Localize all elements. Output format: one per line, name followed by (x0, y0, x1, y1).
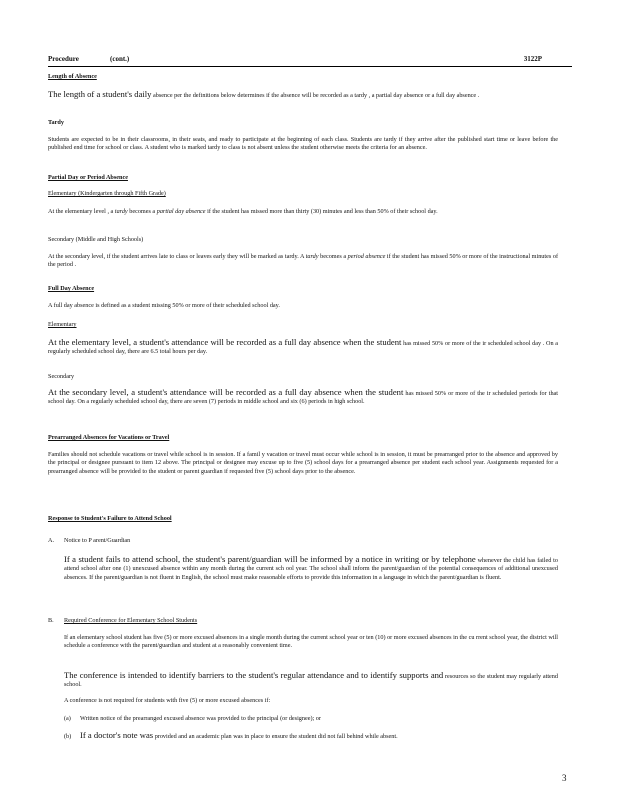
response-b-letter: B. (48, 617, 54, 624)
item-b-label: (b) (64, 733, 72, 740)
full-paragraph: A full day absence is defined as a student missing 50% or more of their scheduled school day. (48, 302, 280, 309)
full-secondary-label: Secondary (48, 373, 75, 380)
full-sec-lead: At the secondary level, a student's attendance will be recorded as a full day absence when the student (48, 387, 404, 397)
item-b-rest: provided and an academic plan was in place to ensure the student did not fall behind while absent. (154, 733, 398, 740)
length-heading: Length of Absence (48, 73, 97, 80)
partial-sec-tardy: tardy (305, 253, 319, 260)
partial-sec-text-a: At the secondary level, if the student arrives late to class or leaves early they will be marked as tardy. A (48, 253, 305, 260)
partial-elem-pda: partial day absence (156, 208, 206, 215)
partial-elementary-paragraph (48, 208, 558, 216)
prearranged-heading: Prearranged Absences for Vacations or Travel (48, 434, 170, 441)
header-title: Procedure (48, 55, 79, 63)
header-subtitle: (cont.) (110, 55, 130, 63)
partial-sec-text-b: becomes a (320, 253, 347, 260)
response-b-rest2: resources so the student may regularly attend school. (64, 673, 558, 689)
response-a-lead: If a student fails to attend school, the student's parent/guardian will be informed by a notice in writing or by telephone (64, 554, 476, 564)
partial-sec-text-c: if the student has missed 50% or more of the instructional minutes of the period . (48, 253, 559, 269)
partial-elem-text-a: At the elementary level , a (48, 208, 114, 215)
tardy-heading: Tardy (48, 119, 64, 126)
response-b-paragraph-2 (64, 671, 558, 690)
full-heading: Full Day Absence (48, 285, 95, 292)
response-b-lead2: The conference is intended to identify barriers to the student's regular attendance and to identify supports and (64, 670, 444, 680)
response-b-paragraph-3: A conference is not required for students with five (5) or more excused absences if: (64, 697, 271, 704)
page-header (48, 52, 572, 67)
full-elem-rest: has missed 50% or more of the ir scheduled school day . On a regularly scheduled school day, there are 6.5 total hours per day. (48, 340, 558, 356)
full-sec-rest: has missed 50% or more of the ir scheduled periods for that school day. On a regularly scheduled school day, there are seven (7) periods in middle school and six (6) periods in high school. (48, 390, 558, 406)
header-code: 3122P (523, 55, 542, 63)
item-b-lead: If a doctor's note was (80, 730, 154, 740)
full-secondary-paragraph (48, 388, 558, 407)
item-b-text (80, 731, 558, 741)
length-lead: The length of a student's daily (48, 89, 152, 99)
full-elementary-paragraph (48, 338, 558, 357)
partial-elem-text-b: becomes a (129, 208, 156, 215)
partial-elem-text-c: if the student has missed more than thirty (30) minutes and less than 50% of their school day. (207, 208, 438, 215)
partial-secondary-heading: Secondary (Middle and High Schools) (48, 236, 144, 243)
item-a-text: Written notice of the prearranged excused absence was provided to the principal (or designee); or (80, 715, 321, 722)
partial-sec-pa: period absence (347, 253, 386, 260)
response-b-title: Required Conference for Elementary School Students (64, 617, 198, 624)
tardy-paragraph: Students are expected to be in their classrooms, in their seats, and ready to participate at the beginning of each class. Students are tardy if they arrive after the published start time or leave before the published end time for school or class. A student who is marked tardy to class is not absent unless the student otherwise meets the criteria for an absence. (48, 136, 558, 152)
full-elem-lead: At the elementary level, a student's attendance will be recorded as a full day absence when the student (48, 337, 402, 347)
length-paragraph (48, 90, 558, 100)
partial-elem-tardy: tardy (114, 208, 128, 215)
partial-heading: Partial Day or Period Absence (48, 174, 128, 181)
page-number: 3 (562, 773, 567, 783)
prearranged-paragraph: Families should not schedule vacations or travel while school is in session. If a famil y vacation or travel must occur while school is in session, it must be prearranged prior to the absence and approved by the principal or designee pursuant to item 12 above. The principal or designee may excuse up to five (5) school days for a prearranged absence per student each school year. Assignments requested for a prearranged absence will be provided to the student or parent guardian if requested five (5) school days prior to the absence. (48, 451, 558, 475)
response-a-rest: whenever the child has failed to attend school after one (1) unexcused absence within any month during the current sch ool year. The school shall inform the parent/guardian of the potential consequences of additional unexcused absences. If the parent/guardian is not fluent in English, the school must make reasonable efforts to provide this information in a language in which the parent/guardian is fluent. (64, 557, 558, 581)
response-a-letter: A. (48, 537, 55, 544)
partial-elementary-heading: Elementary (Kindergarten through Fifth Grade) (48, 190, 166, 197)
response-a-paragraph (64, 555, 558, 582)
item-a-label: (a) (64, 715, 71, 722)
response-a-title: Notice to P arent/Guardian (64, 537, 131, 544)
response-heading: Response to Student's Failure to Attend School (48, 515, 172, 522)
full-elementary-label: Elementary (48, 321, 77, 328)
response-b-paragraph: If an elementary school student has five (5) or more excused absences in a single month during the current school year or ten (10) or more excused absences in the cu rrent school year, the district will schedule a conference with the parent/guardian and student at a reasonably convenient time. (64, 634, 558, 650)
length-rest: absence per the definitions below determines if the absence will be recorded as a tardy , a partial day absence or a full day absence . (153, 92, 480, 99)
partial-secondary-paragraph (48, 253, 558, 270)
